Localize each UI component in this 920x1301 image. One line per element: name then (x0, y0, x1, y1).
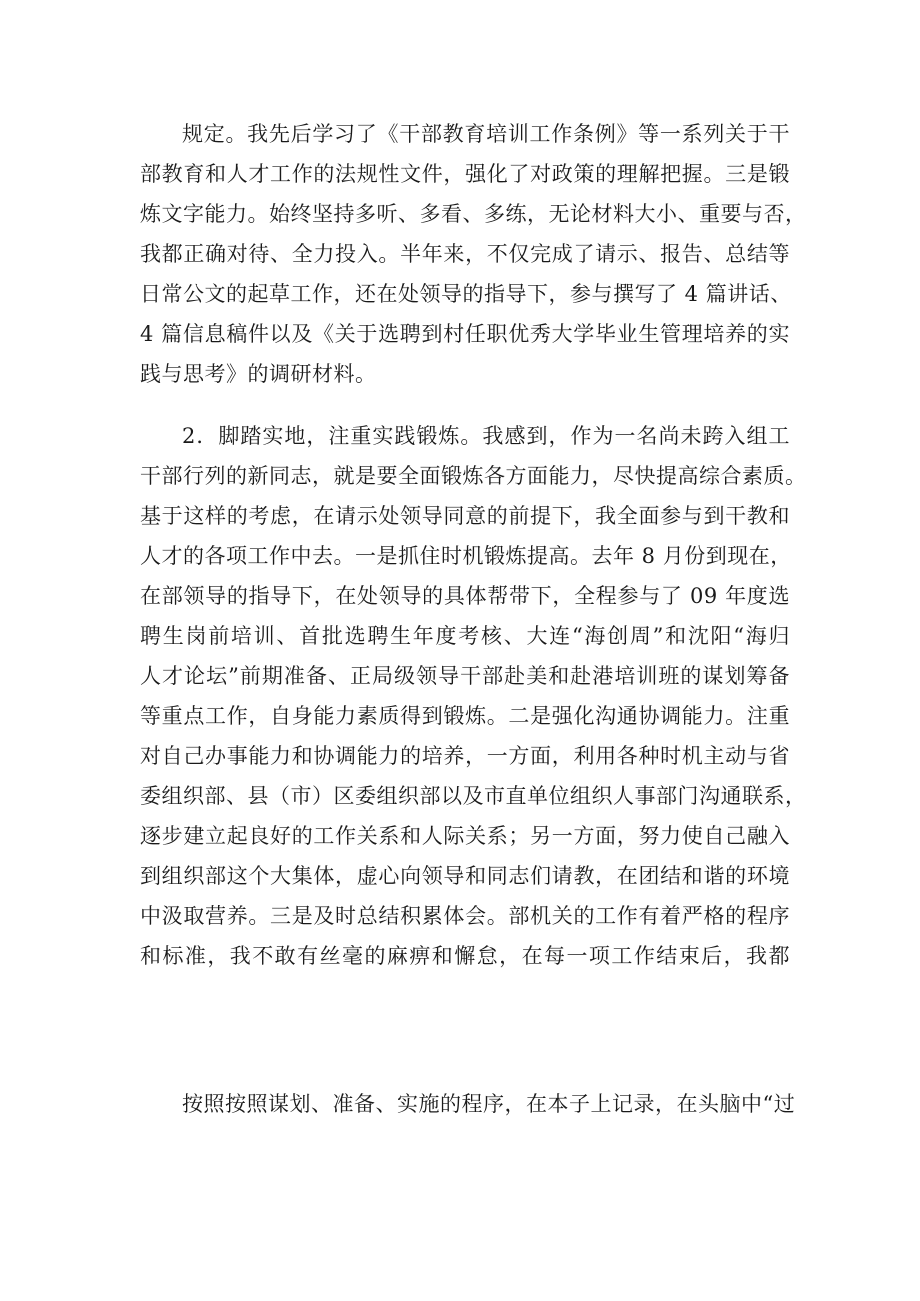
text-line: 干部行列的新同志，就是要全面锻炼各方面能力，尽快提高综合素质。 (140, 464, 807, 488)
text-line: 4 篇信息稿件以及《关于选聘到村任职优秀大学毕业生管理培养的实 (140, 322, 790, 346)
text-line: 和标准，我不敢有丝毫的麻痹和懈怠，在每一项工作结束后，我都 (140, 944, 790, 968)
text-line: 聘生岗前培训、首批选聘生年度考核、大连“海创周”和沈阳“海归 (140, 624, 790, 648)
text-line: 我都正确对待、全力投入。半年来，不仅完成了请示、报告、总结等 (140, 242, 790, 266)
text-line: 在部领导的指导下，在处领导的具体帮带下，全程参与了 09 年度选 (140, 584, 790, 608)
text-line: 对自己办事能力和协调能力的培养，一方面，利用各种时机主动与省 (140, 744, 790, 768)
text-line: 等重点工作，自身能力素质得到锻炼。二是强化沟通协调能力。注重 (140, 704, 790, 728)
text-line: 按照按照谋划、准备、实施的程序，在本子上记录，在头脑中“过 (182, 1092, 796, 1116)
text-line: 部教育和人才工作的法规性文件，强化了对政策的理解把握。三是锻 (140, 162, 790, 186)
text-line: 规定。我先后学习了《干部教育培训工作条例》等一系列关于干 (182, 122, 790, 146)
text-line: 人才论坛”前期准备、正局级领导干部赴美和赴港培训班的谋划筹备 (140, 664, 790, 688)
text-line: 委组织部、县（市）区委组织部以及市直单位组织人事部门沟通联系， (140, 784, 807, 808)
text-line: 炼文字能力。始终坚持多听、多看、多练，无论材料大小、重要与否， (140, 202, 807, 226)
text-line: 到组织部这个大集体，虚心向领导和同志们请教，在团结和谐的环境 (140, 864, 790, 888)
text-line: 2．脚踏实地，注重实践锻炼。我感到，作为一名尚未跨入组工 (182, 424, 790, 448)
text-line: 日常公文的起草工作，还在处领导的指导下，参与撰写了 4 篇讲话、 (140, 282, 792, 306)
text-line: 人才的各项工作中去。一是抓住时机锻炼提高。去年 8 月份到现在， (140, 544, 792, 568)
text-line: 基于这样的考虑，在请示处领导同意的前提下，我全面参与到干教和 (140, 504, 790, 528)
text-line: 践与思考》的调研材料。 (140, 362, 377, 386)
text-line: 中汲取营养。三是及时总结积累体会。部机关的工作有着严格的程序 (140, 904, 790, 928)
text-line: 逐步建立起良好的工作关系和人际关系；另一方面，努力使自己融入 (140, 824, 790, 848)
